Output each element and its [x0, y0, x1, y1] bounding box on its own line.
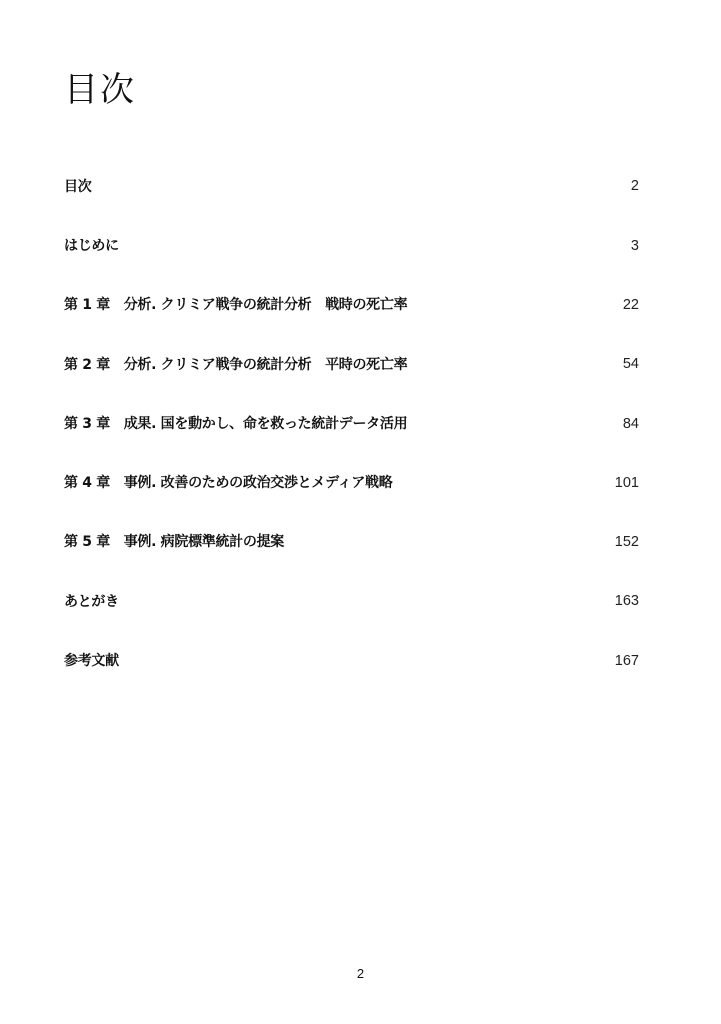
toc-entry-label: 第 4 章 事例. 改善のための政治交渉とメディア戦略: [64, 475, 393, 492]
toc-entry-page: 101: [614, 474, 639, 491]
toc-entry-chapter-1[interactable]: [64, 276, 639, 335]
toc-entry-label: 目次: [64, 178, 92, 195]
toc-entry-page: 3: [630, 237, 639, 254]
toc-entry-page: 2: [630, 178, 639, 195]
toc-entry-label: あとがき: [64, 593, 119, 610]
toc-entry-chapter-4[interactable]: [64, 453, 639, 512]
toc-entry-page: 167: [614, 652, 639, 669]
toc-entry-page: 152: [614, 534, 639, 551]
toc-entry-page: 163: [614, 593, 639, 610]
page-title: 目次: [64, 70, 136, 110]
table-of-contents: [64, 157, 639, 691]
footer-page-number: 2: [356, 966, 365, 981]
toc-entry-label: 第 2 章 分析. クリミア戦争の統計分析 平時の死亡率: [64, 356, 408, 373]
toc-entry-chapter-2[interactable]: [64, 335, 639, 394]
toc-entry-contents[interactable]: [64, 157, 639, 216]
toc-entry-label: 第 3 章 成果. 国を動かし、命を救った統計データ活用: [64, 415, 408, 432]
toc-entry-chapter-5[interactable]: [64, 513, 639, 572]
toc-entry-label: 第 1 章 分析. クリミア戦争の統計分析 戦時の死亡率: [64, 297, 408, 314]
toc-entry-page: 22: [622, 296, 639, 313]
toc-entry-label: 参考文献: [64, 653, 119, 670]
toc-entry-chapter-3[interactable]: [64, 394, 639, 453]
toc-entry-label: 第 5 章 事例. 病院標準統計の提案: [64, 534, 284, 551]
toc-entry-page: 54: [622, 356, 639, 373]
toc-entry-introduction[interactable]: [64, 216, 639, 275]
toc-entry-references[interactable]: [64, 631, 639, 690]
toc-entry-page: 84: [622, 415, 639, 432]
toc-entry-label: はじめに: [64, 237, 119, 254]
toc-entry-afterword[interactable]: [64, 572, 639, 631]
